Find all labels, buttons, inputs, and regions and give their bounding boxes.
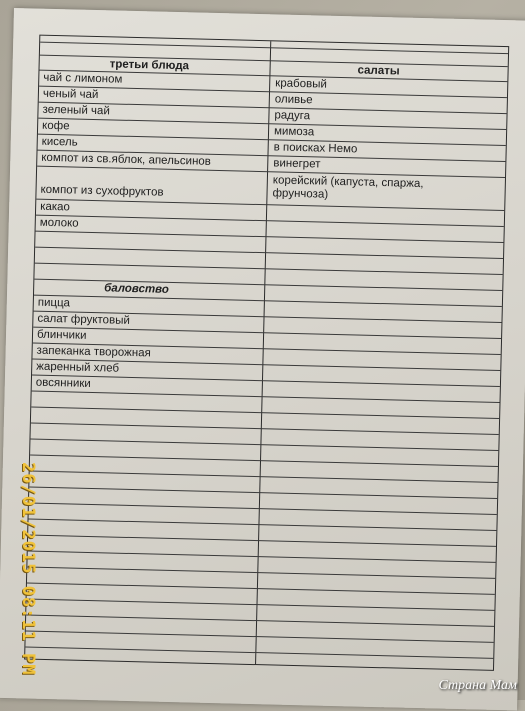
section-item: салат фруктовый [37, 312, 130, 327]
right-item: корейский (капуста, спаржа, фрунчоза) [272, 174, 424, 201]
row-line [27, 598, 495, 610]
row-line [34, 295, 502, 307]
row-line [30, 471, 498, 483]
row-line [30, 455, 498, 467]
row-line [35, 263, 503, 275]
row-line [40, 42, 508, 54]
row-line [38, 134, 506, 146]
section-item: овсянники [35, 376, 91, 390]
left-item: зеленый чай [42, 103, 110, 118]
row-line [33, 327, 501, 339]
row-line [30, 439, 498, 451]
section-item: пицца [37, 296, 71, 310]
row-line [36, 215, 504, 227]
left-item: компот из св.яблок, апельсинов [41, 151, 212, 168]
section-item: запеканка творожная [36, 344, 151, 360]
row-line [26, 614, 494, 626]
left-item: молоко [39, 216, 79, 230]
row-line [32, 391, 500, 403]
date-stamp: 26/01/2015 08:11 PM [18, 462, 38, 676]
row-line [27, 566, 495, 578]
row-line [27, 582, 495, 594]
right-item: в поисках Немо [273, 141, 358, 156]
row-line [37, 166, 505, 178]
column-divider [255, 41, 271, 664]
row-line [35, 247, 503, 259]
row-line [29, 519, 497, 531]
row-line [29, 503, 497, 515]
row-line [31, 407, 499, 419]
right-item: винегрет [273, 157, 321, 171]
section-item: блинчики [36, 328, 87, 342]
row-line [28, 550, 496, 562]
right-item: оливье [274, 93, 313, 107]
section-header: баловство [104, 282, 169, 296]
watermark: Страна Мам [438, 678, 517, 693]
right-item: радуга [274, 109, 311, 123]
row-line [26, 630, 494, 642]
row-line [25, 646, 493, 658]
left-column-header: третьи блюда [109, 58, 190, 73]
right-item: крабовый [275, 77, 327, 91]
right-column-header: салаты [357, 64, 400, 78]
menu-table [24, 35, 509, 671]
row-line [28, 535, 496, 547]
row-line [38, 118, 506, 130]
row-line [36, 231, 504, 243]
left-item: ченый чай [42, 87, 99, 102]
row-line [29, 487, 497, 499]
row-line [32, 375, 500, 387]
left-item: компот из сухофруктов [40, 183, 164, 199]
paper-sheet [0, 8, 525, 710]
left-item: чай с лимоном [43, 71, 123, 86]
left-item: кисель [41, 135, 78, 149]
section-item: жаренный хлеб [36, 360, 120, 375]
left-item: какао [40, 200, 71, 214]
row-line [39, 86, 507, 98]
left-item: кофе [41, 119, 70, 133]
right-item: мимоза [273, 125, 315, 139]
row-line [31, 423, 499, 435]
